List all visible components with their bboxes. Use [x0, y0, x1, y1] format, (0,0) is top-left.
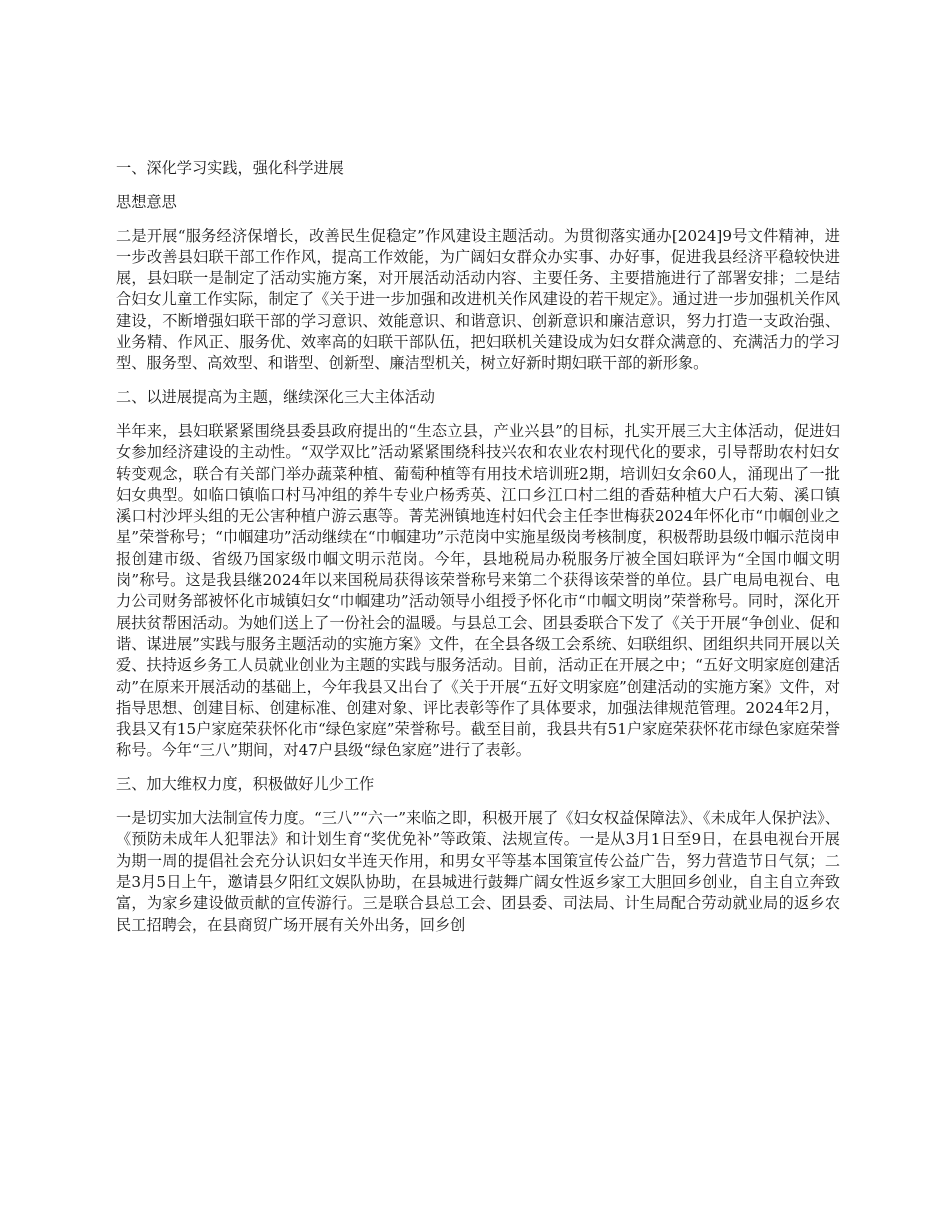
section1-body: 二是开展“服务经济保增长，改善民生促稳定”作风建设主题活动。为贯彻落实通办[2024]9号文件精神，进一步改善县妇联干部工作作风，提高工作效能，为广阔妇女群众办实事、办好事，促进我县经济平稳较快进展，县妇联一是制定了活动实施方案，对开展活动活动内容、主要任务、主要措施进行了部署安排；二是结合妇女儿童工作实际，制定了《关于进一步加强和改进机关作风建设的若干规定》。通过进一步加强机关作风建设，不断增强妇联干部的学习意识、效能意识、和谐意识、创新意识和廉洁意识，努力打造一支政治强、业务精、作风正、服务优、效率高的妇联干部队伍，把妇联机关建设成为妇女群众满意的、充满活力的学习型、服务型、高效型、和谐型、创新型、廉洁型机关，树立好新时期妇联干部的新形象。 — [116, 226, 840, 373]
section2-heading: 二、以进展提高为主题，继续深化三大主体活动 — [116, 388, 435, 407]
section1-subheading: 思想意思 — [116, 192, 177, 211]
section2-body: 半年来，县妇联紧紧围绕县委县政府提出的“生态立县，产业兴县”的目标，扎实开展三大主体活动，促进妇女参加经济建设的主动性。“双学双比”活动紧紧围绕科技兴农和农业农村现代化的要求，引导帮助农村妇女转变观念，联合有关部门举办蔬菜种植、葡萄种植等有用技术培训班2期，培训妇女余60人，涌现出了一批妇女典型。如临口镇临口村马冲组的养牛专业户杨秀英、江口乡江口村二组的香菇种植大户石大菊、溪口镇溪口村沙坪头组的无公害种植户游云惠等。菁芜洲镇地连村妇代会主任李世梅获2024年怀化市“巾帼创业之星”荣誉称号；“巾帼建功”活动继续在“巾帼建功”示范岗中实施星级岗考核制度，积极帮助县级巾帼示范岗申报创建市级、省级乃国家级巾帼文明示范岗。今年，县地税局办税服务厅被全国妇联评为“全国巾帼文明岗”称号。这是我县继2024年以来国税局获得该荣誉称号来第二个获得该荣誉的单位。县广电局电视台、电力公司财务部被怀化市城镇妇女“巾帼建功”活动领导小组授予怀化市“巾帼文明岗”荣誉称号。同时，深化开展扶贫帮困活动。为她们送上了一份社会的温暖。与县总工会、团县委联合下发了《关于开展“争创业、促和谐、谋进展”实践与服务主题活动的实施方案》文件，在全县各级工会系统、妇联组织、团组织共同开展以关爱、扶持返乡务工人员就业创业为主题的实践与服务活动。目前，活动正在开展之中；“五好文明家庭创建活动”在原来开展活动的基础上，今年我县又出台了《关于开展“五好文明家庭”创建活动的实施方案》文件，对指导思想、创建目标、创建标准、创建对象、评比表彰等作了具体要求，加强法律规范管理。2024年2月，我县又有15户家庭荣获怀化市“绿色家庭”荣誉称号。截至目前，我县共有51户家庭荣获怀花市绿色家庭荣誉称号。今年“三八”期间，对47户县级“绿色家庭”进行了表彰。 — [116, 421, 840, 760]
section1-heading: 一、深化学习实践，强化科学进展 — [116, 159, 344, 177]
section3-heading: 三、加大维权力度，积极做好儿少工作 — [116, 775, 375, 794]
document-page — [116, 158, 840, 948]
section3-body: 一是切实加大法制宣传力度。“三八”“六一”来临之即，积极开展了《妇女权益保障法》、《未成年人保护法》、《预防未成年人犯罪法》和计划生育“奖优免补”等政策、法规宣传。一是从3月1日至9日，在县电视台开展为期一周的提倡社会充分认识妇女半连天作用，和男女平等基本国策宣传公益广告，努力营造节日气氛；二是3月5日上午，邀请县夕阳红文娱队协助，在县城进行鼓舞广阔女性返乡家工大胆回乡创业，自主自立奔致富，为家乡建设做贡献的宣传游行。三是联合县总工会、团县委、司法局、计生局配合劳动就业局的返乡农民工招聘会，在县商贸广场开展有关外出务，回乡创 — [116, 809, 840, 934]
